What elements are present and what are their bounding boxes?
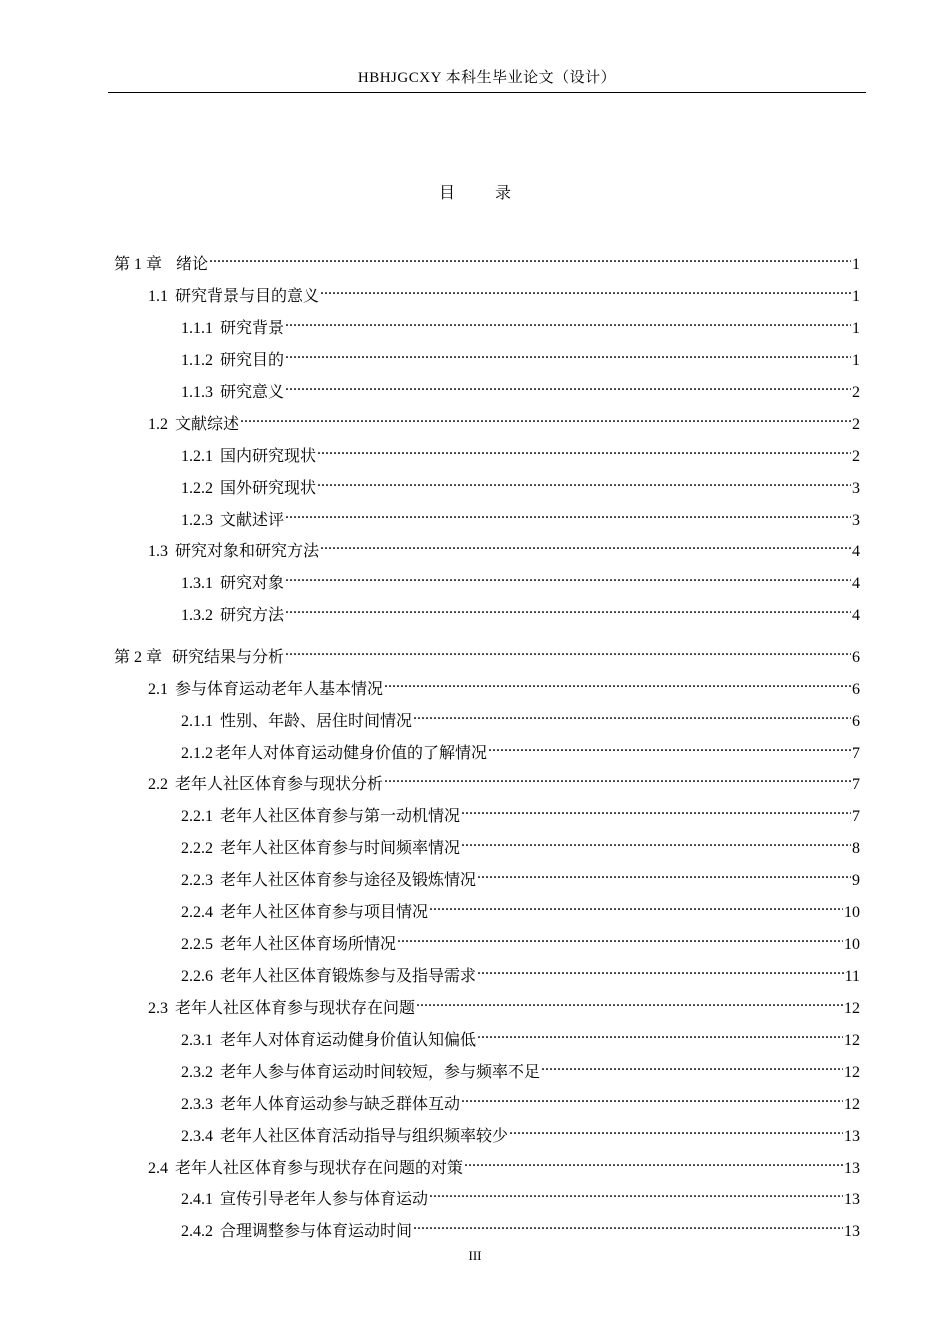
- leader-dots: [317, 471, 851, 493]
- leader-dots: [429, 895, 843, 917]
- leader-dots: [461, 1087, 843, 1109]
- toc-entry-page: 1: [852, 352, 860, 369]
- toc-entry-page: 13: [844, 1223, 860, 1240]
- toc-entry-page: 2: [852, 384, 860, 401]
- toc-entry-number: 1.2.2: [181, 480, 213, 497]
- toc-entry-label: 老年人社区体育参与第一动机情况: [220, 808, 461, 825]
- toc-entry-page: 12: [844, 1096, 860, 1113]
- toc-entry-label: 参与体育运动老年人基本情况: [175, 681, 384, 698]
- leader-dots: [461, 831, 851, 853]
- toc-entry-number: 2.3: [148, 1000, 168, 1017]
- toc-entry-label: 研究目的: [220, 352, 285, 369]
- toc-entry[interactable]: [181, 704, 860, 730]
- leader-dots: [285, 375, 851, 397]
- toc-entry-number: 1.2.1: [181, 448, 213, 465]
- toc-entry-label: 老年人社区体育参与现状分析: [175, 776, 384, 793]
- leader-dots: [461, 799, 851, 821]
- toc-entry-page: 11: [844, 968, 860, 985]
- toc-entry[interactable]: [181, 598, 860, 624]
- toc-entry-page: 13: [844, 1128, 860, 1145]
- toc-entry[interactable]: [181, 799, 860, 825]
- toc-entry-page: 2: [852, 416, 860, 433]
- toc-entry-label: 研究对象和研究方法: [175, 543, 320, 560]
- toc-entry-label: 老年人对体育运动健身价值认知偏低: [220, 1032, 477, 1049]
- toc-entry-label: 老年人社区体育参与现状存在问题的对策: [175, 1160, 464, 1177]
- leader-dots: [464, 1151, 843, 1173]
- toc-entry-label: 研究背景与目的意义: [175, 288, 320, 305]
- toc-entry-number: 2.2.3: [181, 872, 213, 889]
- toc-entry[interactable]: [181, 311, 860, 337]
- toc-entry-page: 1: [852, 288, 860, 305]
- toc-entry[interactable]: [181, 927, 860, 953]
- toc-entry-label: 老年人体育运动参与缺乏群体互动: [220, 1096, 461, 1113]
- leader-dots: [477, 959, 844, 981]
- leader-dots: [285, 598, 851, 620]
- toc-entry-number: 2.3.3: [181, 1096, 213, 1113]
- toc-entry-page: 3: [852, 480, 860, 497]
- toc-entry[interactable]: [114, 640, 860, 666]
- leader-dots: [320, 534, 851, 556]
- toc-entry-label: 研究背景: [220, 320, 285, 337]
- toc-entry-number: 2.1.1: [181, 713, 213, 730]
- toc-entry-page: 1: [852, 256, 860, 273]
- toc-entry-label: 宣传引导老年人参与体育运动: [220, 1191, 429, 1208]
- toc-entry-label: 老年人社区体育参与时间频率情况: [220, 840, 461, 857]
- toc-entry-number: 1.1.3: [181, 384, 213, 401]
- toc-entry[interactable]: [181, 1087, 860, 1113]
- toc-entry-number: 2.2.1: [181, 808, 213, 825]
- toc-entry-page: 6: [852, 713, 860, 730]
- leader-dots: [477, 863, 851, 885]
- leader-dots: [397, 927, 843, 949]
- toc-entry-page: 12: [844, 1032, 860, 1049]
- toc-entry-label: 老年人参与体育运动时间较短，参与频率不足: [220, 1064, 541, 1081]
- toc-entry[interactable]: [181, 503, 860, 529]
- toc-entry-label: 研究对象: [220, 575, 285, 592]
- toc-entry[interactable]: [148, 672, 860, 698]
- toc-entry-page: 3: [852, 512, 860, 529]
- leader-dots: [413, 1214, 843, 1236]
- toc-entry-number: 2.2.6: [181, 968, 213, 985]
- toc-entry-label: 老年人社区体育参与项目情况: [220, 904, 429, 921]
- toc-entry-number: 2.1.2: [181, 745, 213, 762]
- toc-entry-page: 7: [852, 776, 860, 793]
- toc-entry-page: 2: [852, 448, 860, 465]
- toc-entry[interactable]: [114, 247, 860, 273]
- toc-entry-page: 9: [852, 872, 860, 889]
- toc-entry-label: 老年人社区体育参与途径及锻炼情况: [220, 872, 477, 889]
- toc-entry-page: 13: [844, 1160, 860, 1177]
- toc-entry-page: 1: [852, 320, 860, 337]
- toc-entry-number: 2.2: [148, 776, 168, 793]
- toc-entry[interactable]: [181, 566, 860, 592]
- toc-entry-page: 4: [852, 543, 860, 560]
- toc-entry[interactable]: [148, 1151, 860, 1177]
- header-text: HBHJGCXY 本科生毕业论文（设计）: [357, 70, 617, 86]
- toc-entry-number: 2.3.4: [181, 1128, 213, 1145]
- toc-entry[interactable]: [181, 895, 860, 921]
- toc-entry-label: 研究结果与分析: [172, 649, 285, 666]
- toc-entry-page: 8: [852, 840, 860, 857]
- toc-entry-number: 2.2.2: [181, 840, 213, 857]
- toc-entry-number: 1.1.1: [181, 320, 213, 337]
- leader-dots: [509, 1119, 843, 1141]
- toc-entry-label: 文献综述: [175, 416, 240, 433]
- toc-entry-number: 1.3.2: [181, 607, 213, 624]
- toc-entry-number: 2.3.1: [181, 1032, 213, 1049]
- toc-entry-label: 绪论: [176, 256, 209, 273]
- toc-entry[interactable]: [181, 831, 860, 857]
- toc-entry-number: 1.1: [148, 288, 168, 305]
- toc-entry-number: 1.1.2: [181, 352, 213, 369]
- toc-entry[interactable]: [148, 991, 860, 1017]
- toc-entry-label: 老年人社区体育场所情况: [220, 936, 397, 953]
- toc-entry-number: 2.4.1: [181, 1191, 213, 1208]
- toc-entry-number: 第 1 章: [114, 256, 163, 273]
- toc-entry-page: 4: [852, 575, 860, 592]
- toc-entry[interactable]: [181, 375, 860, 401]
- toc-entry-page: 12: [844, 1000, 860, 1017]
- toc-entry[interactable]: [181, 736, 860, 762]
- toc-entry[interactable]: [148, 407, 860, 433]
- leader-dots: [317, 439, 851, 461]
- leader-dots: [477, 1023, 843, 1045]
- leader-dots: [429, 1182, 843, 1204]
- page-number: III: [468, 1248, 482, 1263]
- toc-entry-label: 性别、年龄、居住时间情况: [220, 713, 413, 730]
- toc-entry-label: 国外研究现状: [220, 480, 317, 497]
- leader-dots: [416, 991, 843, 1013]
- toc-entry[interactable]: [181, 1023, 860, 1049]
- toc-entry-number: 1.2: [148, 416, 168, 433]
- leader-dots: [320, 279, 851, 301]
- toc-title-left: 目: [438, 185, 455, 202]
- toc-entry-number: 第 2 章: [114, 649, 163, 666]
- leader-dots: [209, 247, 851, 269]
- leader-dots: [240, 407, 851, 429]
- leader-dots: [384, 767, 851, 789]
- leader-dots: [285, 343, 851, 365]
- leader-dots: [285, 640, 851, 662]
- leader-dots: [541, 1055, 843, 1077]
- leader-dots: [384, 672, 851, 694]
- leader-dots: [413, 704, 851, 726]
- toc-entry[interactable]: [181, 1055, 860, 1081]
- toc-entry-page: 7: [852, 808, 860, 825]
- toc-entry-page: 7: [852, 745, 860, 762]
- toc-title-right: 录: [495, 185, 512, 202]
- toc-entry-number: 2.1: [148, 681, 168, 698]
- toc-entry-label: 合理调整参与体育运动时间: [220, 1223, 413, 1240]
- toc-entry-page: 4: [852, 607, 860, 624]
- toc-entry-page: 6: [852, 681, 860, 698]
- toc-entry[interactable]: [181, 1119, 860, 1145]
- toc-entry-page: 13: [844, 1191, 860, 1208]
- toc-entry-number: 1.3.1: [181, 575, 213, 592]
- toc-entry-label: 国内研究现状: [220, 448, 317, 465]
- toc-entry[interactable]: [181, 439, 860, 465]
- toc-entry[interactable]: [148, 534, 860, 560]
- toc-entry-label: 老年人对体育运动健身价值的了解情况: [215, 745, 488, 762]
- toc-entry-number: 1.2.3: [181, 512, 213, 529]
- toc-entry-label: 研究意义: [220, 384, 285, 401]
- toc-entry-page: 6: [852, 649, 860, 666]
- toc-entry-label: 文献述评: [220, 512, 285, 529]
- leader-dots: [285, 503, 851, 525]
- toc-entry-number: 2.2.4: [181, 904, 213, 921]
- toc-entry[interactable]: [181, 959, 860, 985]
- toc-entry-label: 老年人社区体育活动指导与组织频率较少: [220, 1128, 509, 1145]
- leader-dots: [285, 566, 851, 588]
- toc-entry-number: 2.4.2: [181, 1223, 213, 1240]
- toc-entry[interactable]: [181, 1182, 860, 1208]
- toc-entry-number: 2.3.2: [181, 1064, 213, 1081]
- leader-dots: [488, 736, 851, 758]
- toc-entry[interactable]: [181, 471, 860, 497]
- toc-entry[interactable]: [148, 767, 860, 793]
- leader-dots: [285, 311, 851, 333]
- toc-entry-number: 2.4: [148, 1160, 168, 1177]
- toc-entry-number: 1.3: [148, 543, 168, 560]
- toc-entry[interactable]: [181, 343, 860, 369]
- toc-entry-label: 研究方法: [220, 607, 285, 624]
- toc-entry-number: 2.2.5: [181, 936, 213, 953]
- toc-entry[interactable]: [181, 1214, 860, 1240]
- toc-entry-label: 老年人社区体育锻炼参与及指导需求: [220, 968, 477, 985]
- toc-entry[interactable]: [181, 863, 860, 889]
- toc-entry-page: 12: [844, 1064, 860, 1081]
- toc-entry-page: 10: [844, 904, 860, 921]
- toc-entry-label: 老年人社区体育参与现状存在问题: [175, 1000, 416, 1017]
- page-footer: [0, 1248, 950, 1264]
- toc-entry[interactable]: [148, 279, 860, 305]
- toc-entry-page: 10: [844, 936, 860, 953]
